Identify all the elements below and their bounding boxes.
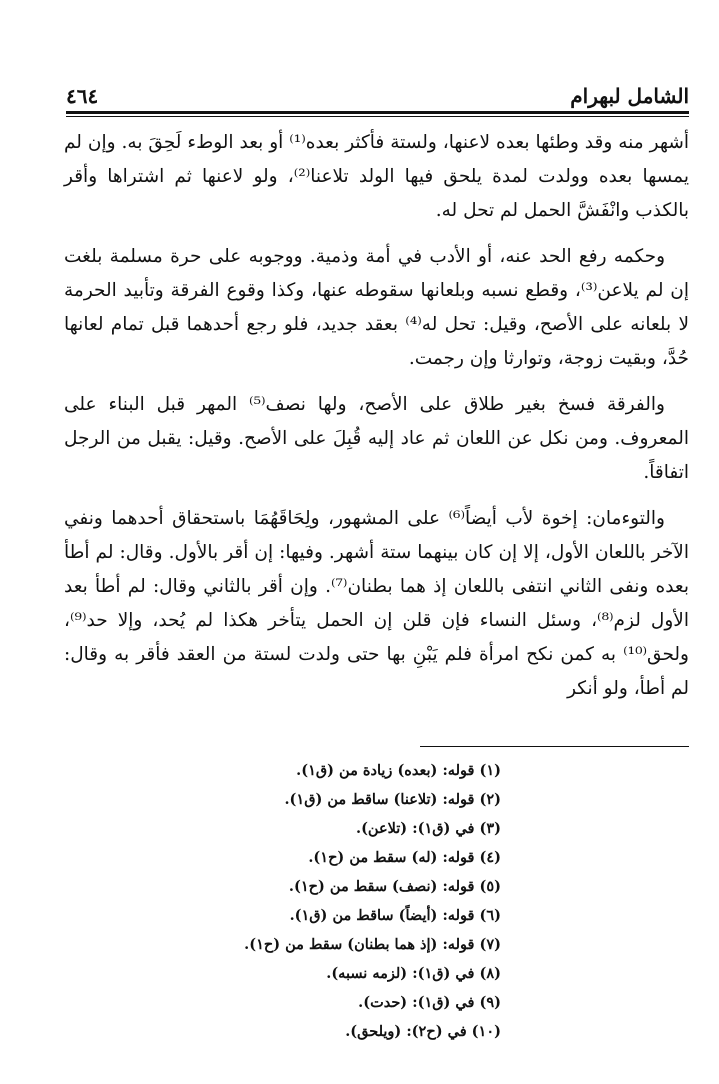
running-title: الشامل لبهرام <box>570 84 689 108</box>
footnotes <box>244 756 501 1046</box>
footnote: (٦) قوله: (أيضاً) ساقط من (ق١). <box>289 907 501 924</box>
paragraph: والتوءمان: إخوة لأب أيضاً⁽⁶⁾ على المشهور، ولِحَاقَهُمَا باستحقاق أحدهما ونفي الآخر باللعان الأول، إلا إن كان بينهما ستة أشهر. وفيها: إن أقر بالأول. وقال: لم أطأ بعده ونفى الثاني انتفى باللعان إذ هما بطنان⁽⁷⁾. وإن أقر بالثاني وقال: لم أطأ بعد الأول لزم⁽⁸⁾، وسئل النساء فإن قلن إن الحمل يتأخر هكذا لم يُحد، وإلا حد⁽⁹⁾، ولحق⁽¹⁰⁾ به كمن نكح امرأة فلم يَبْنِ بها حتى ولدت لستة من العقد فأقر به وقال: لم أطأ، ولو أنكر <box>64 508 689 699</box>
footnote: (٢) قوله: (تلاعنا) ساقط من (ق١). <box>284 791 501 808</box>
footnote: (١) قوله: (بعده) زيادة من (ق١). <box>296 762 501 779</box>
header-rule-thin <box>66 116 689 117</box>
footnote: (٤) قوله: (له) سقط من (ح١). <box>308 849 501 866</box>
paragraph: وحكمه رفع الحد عنه، أو الأدب في أمة وذمية. ووجوبه على حرة مسلمة بلغت إن لم يلاعن⁽³⁾، وقطع نسبه وبلعانها سقوطه عنها، وكذا وقوع الفرقة وتأبيد الحرمة لا بلعانه على الأصح، وقيل: تحل له⁽⁴⁾ بعقد جديد، فلو رجع أحدهما قبل تمام لعانها حُدَّ، وبقيت زوجة، وتوارثا وإن رجمت. <box>64 246 690 369</box>
main-text <box>64 126 689 718</box>
header-rule-thick <box>66 111 689 114</box>
page-number: ٤٦٤ <box>66 84 99 108</box>
footnote: (٥) قوله: (نصف) سقط من (ح١). <box>288 878 501 895</box>
footnote: (٨) في (ق١): (لزمه نسبه). <box>326 965 501 982</box>
footnote: (٧) قوله: (إذ هما بطنان) سقط من (ح١). <box>244 936 501 953</box>
page-header <box>66 78 689 108</box>
paragraph: أشهر منه وقد وطئها بعده لاعنها، ولستة فأكثر بعده⁽¹⁾ أو بعد الوطء لَحِقَ به. وإن لم يمسها بعده وولدت لمدة يلحق فيها الولد تلاعنا⁽²⁾، ولو لاعنها ثم اشتراها وأقر بالكذب وانْفَشَّ الحمل لم تحل له. <box>64 132 689 221</box>
footnote: (٩) في (ق١): (حدت). <box>358 994 501 1011</box>
footnote-separator <box>420 746 689 747</box>
footnote: (٣) في (ق١): (تلاعن). <box>356 820 501 837</box>
paragraph: والفرقة فسخ بغير طلاق على الأصح، ولها نصف⁽⁵⁾ المهر قبل البناء على المعروف. ومن نكل عن اللعان ثم عاد إليه قُبِلَ على الأصح. وقيل: يقبل من الرجل اتفاقاً. <box>64 394 689 483</box>
footnote: (١٠) في (ح٢): (ويلحق). <box>345 1023 501 1040</box>
